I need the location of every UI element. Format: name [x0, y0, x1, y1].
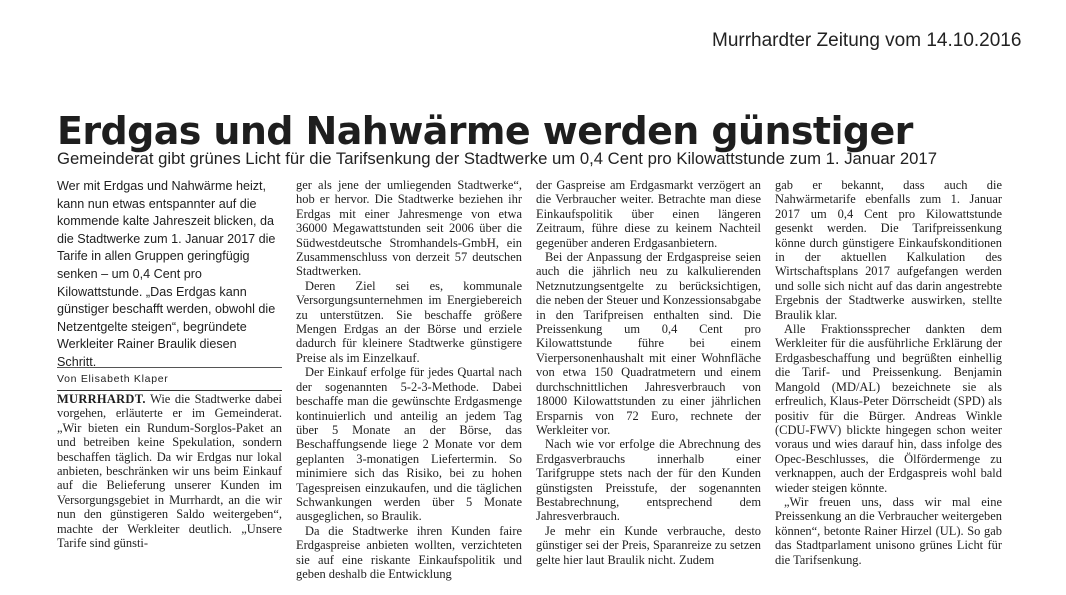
lead-text: Wer mit Erdgas und Nahwärme heizt, kann nun etwas entspannter auf die kommende kalte Jahreszeit blicken, da die Stadtwerke zum 1. Januar 2017 die Tarife in allen Gruppen geringfügig senken – um 0,4 Cent pro Kilowattstunde. „Das Erdgas kann günstiger beschafft werden, obwohl die Netzentgelte steigen“, begründete Werkleiter Rainer Braulik diesen Schritt.: [57, 179, 276, 369]
column-2-paragraph: Deren Ziel sei es, kommunale Versorgungsunternehmen im Energiebereich zu unterstützen. Sie beschaffe größere Mengen Erdgas an der Börse und erziele dadurch für kleinere Stadtwerke günstigere Preise als im Einzelkauf.: [296, 278, 522, 365]
subheadline: Gemeinderat gibt grünes Licht für die Tarifsenkung der Stadtwerke um 0,4 Cent pro Kilowattstunde zum 1. Januar 2017: [57, 149, 937, 168]
column-1-paragraph: [57, 392, 282, 550]
column-4: [775, 178, 1002, 567]
column-2: [296, 178, 522, 581]
column-2-paragraph: Da die Stadtwerke ihren Kunden faire Erdgaspreise anbieten wollten, verzichteten sie auf eine riskante Einkaufspolitik und geben deshalb die Entwicklung: [296, 523, 522, 581]
lead-paragraph: [57, 178, 277, 372]
column-3-paragraph: der Gaspreise am Erdgasmarkt verzögert an die Verbraucher weiter. Betrachte man diese Einkaufspolitik über einen längeren Zeitraum, führe diese zu keinem Nachteil gegenüber anderen Erdgasanbietern.: [536, 178, 761, 250]
byline-author: Von Elisabeth Klaper: [57, 373, 169, 385]
column-2-paragraph: Der Einkauf erfolge für jedes Quartal nach der sogenannten 5-2-3-Methode. Dabei beschaffe man die gewünschte Erdgasmenge kontinuierlich und anteilig an jedem Tag über 5 Monate an der Börse, das Beschaffungsende liege 2 Monate vor dem geplanten 3-monatigen Liefertermin. So minimiere sich das Risiko, bei zu hohen Tagespreisen einzukaufen, und die täglichen Schwankungen werden über 5 Monate ausgeglichen, so Braulik.: [296, 365, 522, 524]
byline-rule: [57, 390, 282, 391]
column-3-paragraph: Je mehr ein Kunde verbrauche, desto günstiger sei der Preis, Sparanreize zu setzen gelte hier laut Braulik nicht. Zudem: [536, 523, 761, 567]
column-3-paragraph: Bei der Anpassung der Erdgaspreise seien auch die jährlich neu zu kalkulierenden Netznutzungsentgelte zu berücksichtigen, die neben der Steuer und Konzessionsabgabe in den Tarifpreisen enthalten sind. Die Preissenkung um 0,4 Cent pro Kilowattstunde führe bei einem Vierpersonenhaushalt mit einer Wohnfläche von etwa 150 Quadratmetern und einem durchschnittlichen Jahresverbrauch von 18000 Kilowattstunden zu einer jährlichen Ersparnis von 72 Euro, rechnete der Werkleiter vor.: [536, 250, 761, 437]
column-4-paragraph: Alle Fraktionssprecher dankten dem Werkleiter für die ausführliche Erklärung der Erdgasbeschaffung und begrüßten einhellig die Tarif- und Preissenkung. Benjamin Mangold (MD/AL) bezeichnete sie als erfreulich, Klaus-Peter Dörrscheidt (SPD) als positiv für die Bürger. Andreas Winkle (CDU-FWV) blickte hingegen schon weiter voraus und wies darauf hin, dass infolge des Opec-Beschlusses, die Ölfördermenge zu verknappen, auch der Erdgaspreis wohl bald wieder steigen könnte.: [775, 322, 1002, 495]
column-4-paragraph: gab er bekannt, dass auch die Nahwärmetarife ebenfalls zum 1. Januar 2017 um 0,4 Cent pro Kilowattstunde gesenkt werden. Die Tarifpreissenkung könne durch günstigere Einkaufskonditionen in der aktuellen Kalkulation des Wirtschaftsplans 2017 aufgefangen werden und solle sich nicht auf das darin angestrebte Ergebnis der Stadtwerke auswirken, stellte Braulik klar.: [775, 178, 1002, 322]
column-1-text: Wie die Stadtwerke dabei vorgehen, erläuterte er im Gemeinderat. „Wir bieten ein Rundum-Sorglos-Paket an und betreiben keine Spekulation, sondern beschaffen täglich. Da wir Erdgas nur lokal anbieten, beschränken wir uns beim Einkauf auf die Belieferung unserer Kunden im Versorgungsgebiet in Murrhardt, an die wir nun den günstigeren Saldo weitergeben“, machte der Werkleiter deutlich. „Unsere Tarife sind günsti-: [57, 392, 282, 551]
byline: [57, 367, 282, 391]
column-3-paragraph: Nach wie vor erfolge die Abrechnung des Erdgasverbrauchs innerhalb einer Tarifgruppe stets nach der für den Kunden günstigsten Preisstufe, der sogenannten Bestabrechnung, entsprechend dem Jahresverbrauch.: [536, 437, 761, 524]
column-2-paragraph: ger als jene der umliegenden Stadtwerke“, hob er hervor. Die Stadtwerke beziehen ihr Erdgas mit einer Jahresmenge von etwa 36000 Megawattstunden seit 2006 über die Südwestdeutsche Stromhandels-GmbH, ein Zusammenschluss von derzeit 57 deutschen Stadtwerken.: [296, 178, 522, 279]
column-1: [57, 392, 282, 550]
headline: Erdgas und Nahwärme werden günstiger: [57, 109, 913, 154]
source-label: Murrhardter Zeitung vom 14.10.2016: [712, 30, 1022, 51]
dateline: MURRHARDT.: [57, 392, 146, 406]
column-3: [536, 178, 761, 567]
column-4-paragraph: „Wir freuen uns, dass wir mal eine Preissenkung an die Verbraucher weitergeben können“, betonte Rainer Hirzel (UL). So gab das Stadtparlament unisono grünes Licht für die Tarifsenkung.: [775, 494, 1002, 567]
